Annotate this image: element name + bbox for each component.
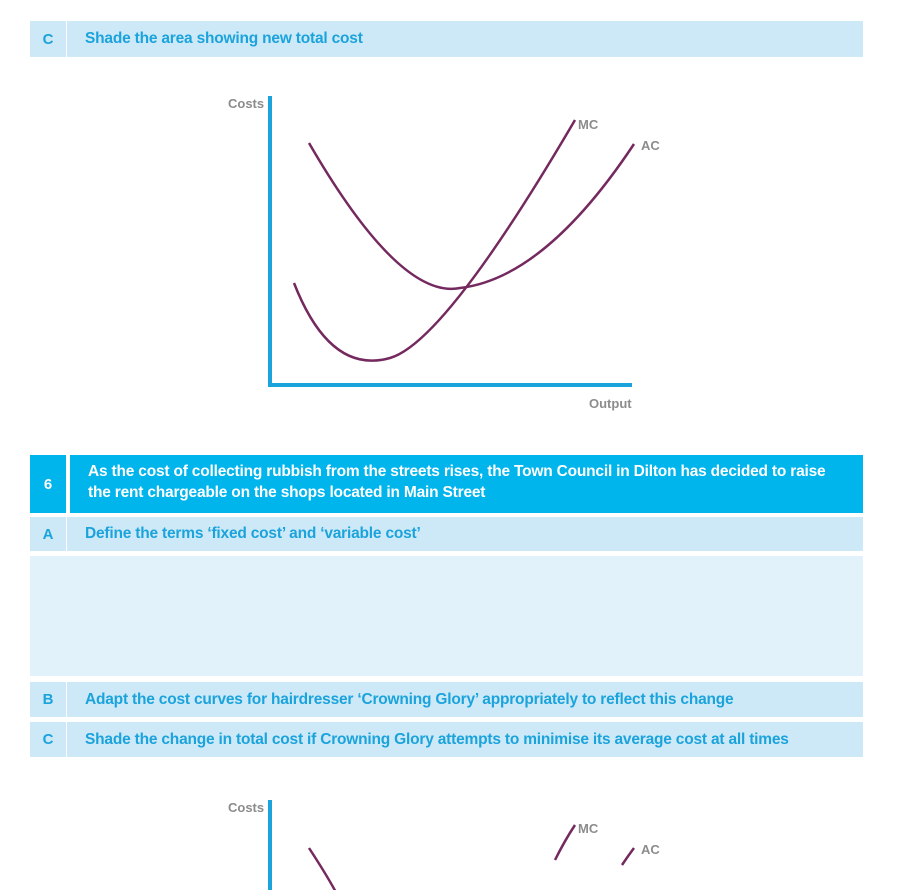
mc-curve [294, 120, 575, 361]
question-number: 6 [30, 455, 66, 513]
ac-label: AC [641, 138, 660, 153]
section-c-prompt: Shade the area showing new total cost [67, 21, 863, 57]
part-b-header [30, 682, 863, 717]
section-c-letter: C [30, 21, 66, 57]
part-c-header [30, 722, 863, 757]
mc-label: MC [578, 117, 599, 132]
ac-curve-right [622, 848, 634, 865]
mc-curve [555, 825, 575, 860]
part-a-prompt: Define the terms ‘fixed cost’ and ‘variable cost’ [67, 517, 863, 551]
question-6-line1: As the cost of collecting rubbish from the streets rises, the Town Council in Dilton has decided to raise [88, 463, 826, 480]
part-a-header [30, 517, 863, 551]
question-6-header [30, 455, 863, 513]
part-c-prompt: Shade the change in total cost if Crowning Glory attempts to minimise its average cost at all times [67, 722, 863, 757]
question-6-text [70, 455, 863, 513]
part-c-letter: C [30, 722, 66, 757]
part-b-letter: B [30, 682, 66, 717]
y-axis-label: Costs [228, 800, 265, 815]
y-axis-label: Costs [228, 96, 265, 111]
ac-label: AC [641, 842, 660, 857]
ac-curve [309, 143, 634, 289]
part-a-letter: A [30, 517, 66, 551]
part-a-answer-box[interactable] [30, 556, 863, 676]
x-axis-label: Output [589, 396, 632, 411]
cost-chart-top [0, 0, 917, 440]
ac-curve [309, 848, 340, 890]
mc-label: MC [578, 821, 599, 836]
question-6-line2: the rent chargeable on the shops located in Main Street [88, 484, 486, 501]
part-b-prompt: Adapt the cost curves for hairdresser ‘Crowning Glory’ appropriately to reflect this change [67, 682, 863, 717]
cost-chart-bottom [0, 790, 917, 890]
